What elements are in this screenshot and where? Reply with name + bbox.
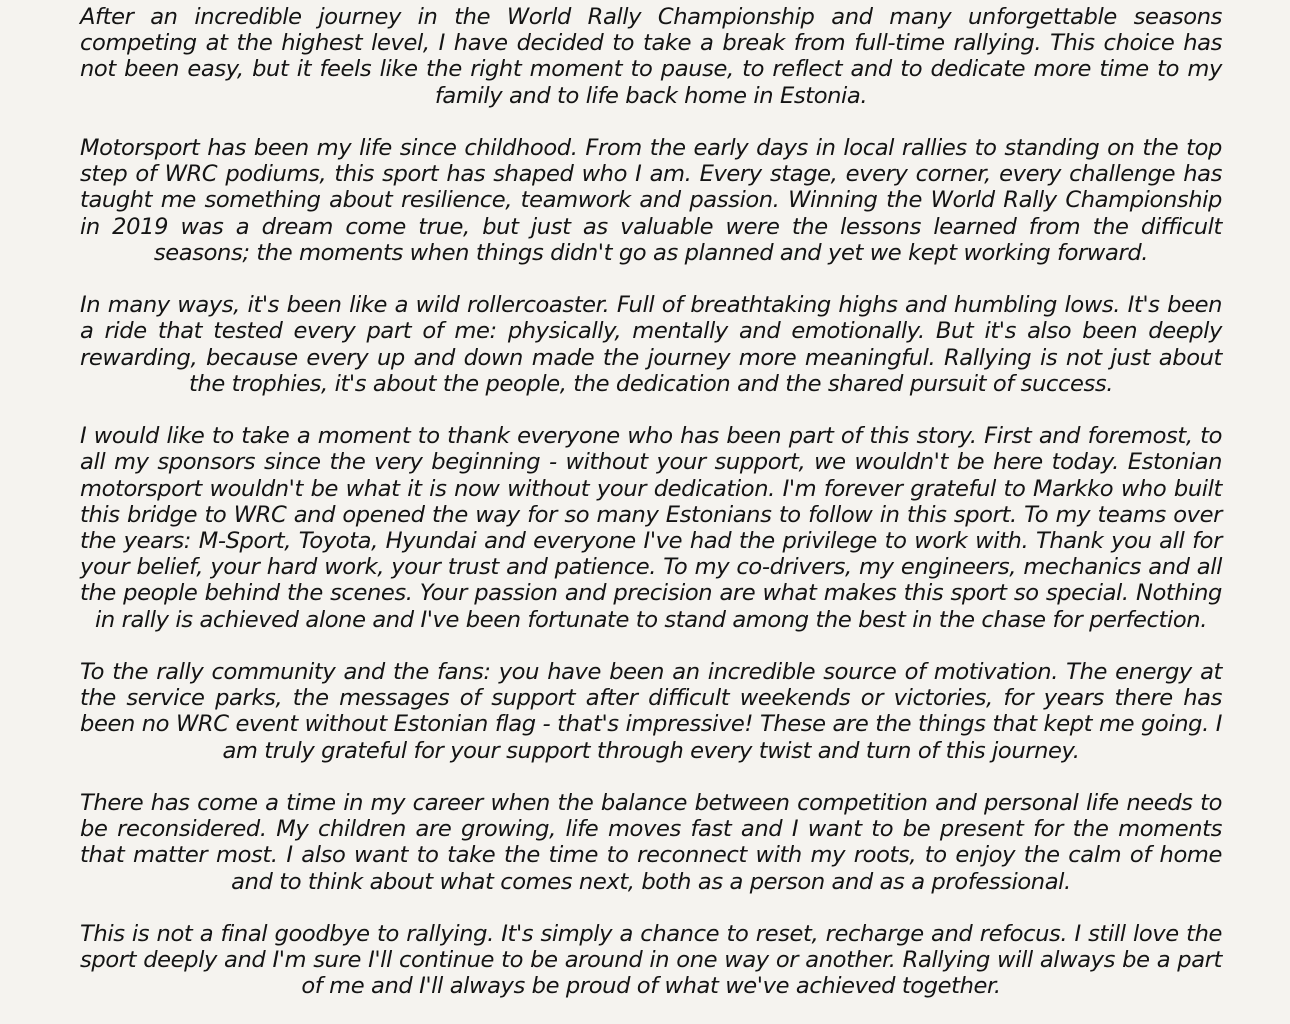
statement-paragraph-3: In many ways, it's been like a wild rollercoaster. Full of breathtaking highs and humbling lows. It's been a ride that tested every part of me: physically, mentally and emotionally. But it's also been deeply rewarding, because every up and down made the journey more meaningful. Rallying is not just about the trophies, it's about the people, the dedication and the shared pursuit of success. <box>80 292 1222 397</box>
statement-paragraph-6: There has come a time in my career when the balance between competition and personal life needs to be reconsidered. My children are growing, life moves fast and I want to be present for the moments that matter most. I also want to take the time to reconnect with my roots, to enjoy the calm of home and to think about what comes next, both as a person and as a professional. <box>80 790 1222 895</box>
statement-paragraph-2: Motorsport has been my life since childhood. From the early days in local rallies to standing on the top step of WRC podiums, this sport has shaped who I am. Every stage, every corner, every challenge has taught me something about resilience, teamwork and passion. Winning the World Rally Championship in 2019 was a dream come true, but just as valuable were the lessons learned from the difficult seasons; the moments when things didn't go as planned and yet we kept working forward. <box>80 135 1222 266</box>
statement-paragraph-4: I would like to take a moment to thank everyone who has been part of this story. First and foremost, to all my sponsors since the very beginning - without your support, we wouldn't be here today. Estonian motorsport wouldn't be what it is now without your dedication. I'm forever grateful to Markko who built this bridge to WRC and opened the way for so many Estonians to follow in this sport. To my teams over the years: M-Sport, Toyota, Hyundai and everyone I've had the privilege to work with. Thank you all for your belief, your hard work, your trust and patience. To my co-drivers, my engineers, mechanics and all the people behind the scenes. Your passion and precision are what makes this sport so special. Nothing in rally is achieved alone and I've been fortunate to stand among the best in the chase for perfection. <box>80 423 1222 633</box>
statement-body <box>80 4 1222 1024</box>
statement-paragraph-1: After an incredible journey in the World Rally Championship and many unforgettable seasons competing at the highest level, I have decided to take a break from full-time rallying. This choice has not been easy, but it feels like the right moment to pause, to reflect and to dedicate more time to my family and to life back home in Estonia. <box>80 4 1222 109</box>
statement-paragraph-5: To the rally community and the fans: you have been an incredible source of motivation. The energy at the service parks, the messages of support after difficult weekends or victories, for years there has been no WRC event without Estonian flag - that's impressive! These are the things that kept me going. I am truly grateful for your support through every twist and turn of this journey. <box>80 659 1222 764</box>
statement-paragraph-7: This is not a final goodbye to rallying. It's simply a chance to reset, recharge and refocus. I still love the sport deeply and I'm sure I'll continue to be around in one way or another. Rallying will always be a part of me and I'll always be proud of what we've achieved together. <box>80 921 1222 1000</box>
